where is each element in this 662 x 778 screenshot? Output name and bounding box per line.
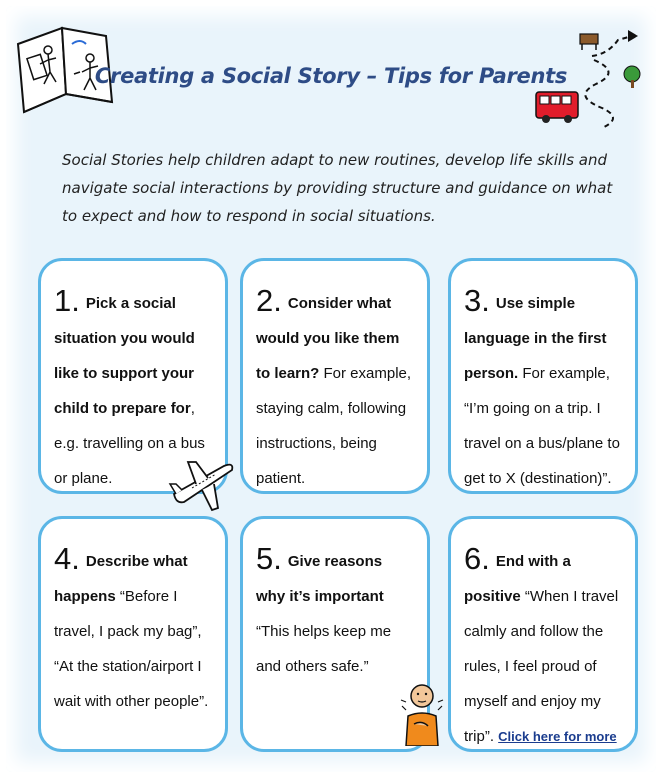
airplane-icon xyxy=(166,450,238,514)
intro-paragraph: Social Stories help children adapt to new routines, develop life skills and navigate social interactions by providing structure and guidance on what to expect and how to respond in social situations. xyxy=(62,151,613,225)
tip-number: 5. xyxy=(256,541,282,576)
tip-text: For example, staying calm, following instructions, being patient. xyxy=(256,365,412,487)
tip-text: , e.g. travelling on a bus or plane. xyxy=(54,400,205,487)
tip-card-4 xyxy=(38,516,228,752)
person-hand-on-chest-icon xyxy=(400,680,444,746)
tip-heading: Consider what would you like them to learn? xyxy=(256,295,400,382)
click-here-link[interactable]: Click here for more xyxy=(498,729,617,744)
tip-heading: Use simple language in the first person. xyxy=(464,295,607,382)
tip-number: 1. xyxy=(54,283,80,318)
page-title: Creating a Social Story – Tips for Parents xyxy=(94,64,568,88)
tip-heading: End with a positive xyxy=(464,553,571,605)
tip-number: 4. xyxy=(54,541,80,576)
tip-number: 2. xyxy=(256,283,282,318)
tip-number: 6. xyxy=(464,541,490,576)
tip-card-2 xyxy=(240,258,430,494)
tip-text: “This helps keep me and others safe.” xyxy=(256,623,392,675)
tip-card-3 xyxy=(448,258,638,494)
tip-text: “When I travel calmly and follow the rules, I feel proud of myself and enjoy my trip”. xyxy=(464,588,619,745)
tip-text: “Before I travel, I pack my bag”, “At the station/airport I wait with other people”. xyxy=(54,588,209,710)
tip-text: For example, “I’m going on a trip. I travel on a bus/plane to get to X (destination)”. xyxy=(464,365,620,487)
tip-number: 3. xyxy=(464,283,490,318)
tip-heading: Pick a social situation you would like to support your child to prepare for xyxy=(54,295,195,417)
tip-heading: Give reasons why it’s important xyxy=(256,553,384,605)
tip-heading: Describe what happens xyxy=(54,553,188,605)
tip-card-6 xyxy=(448,516,638,752)
